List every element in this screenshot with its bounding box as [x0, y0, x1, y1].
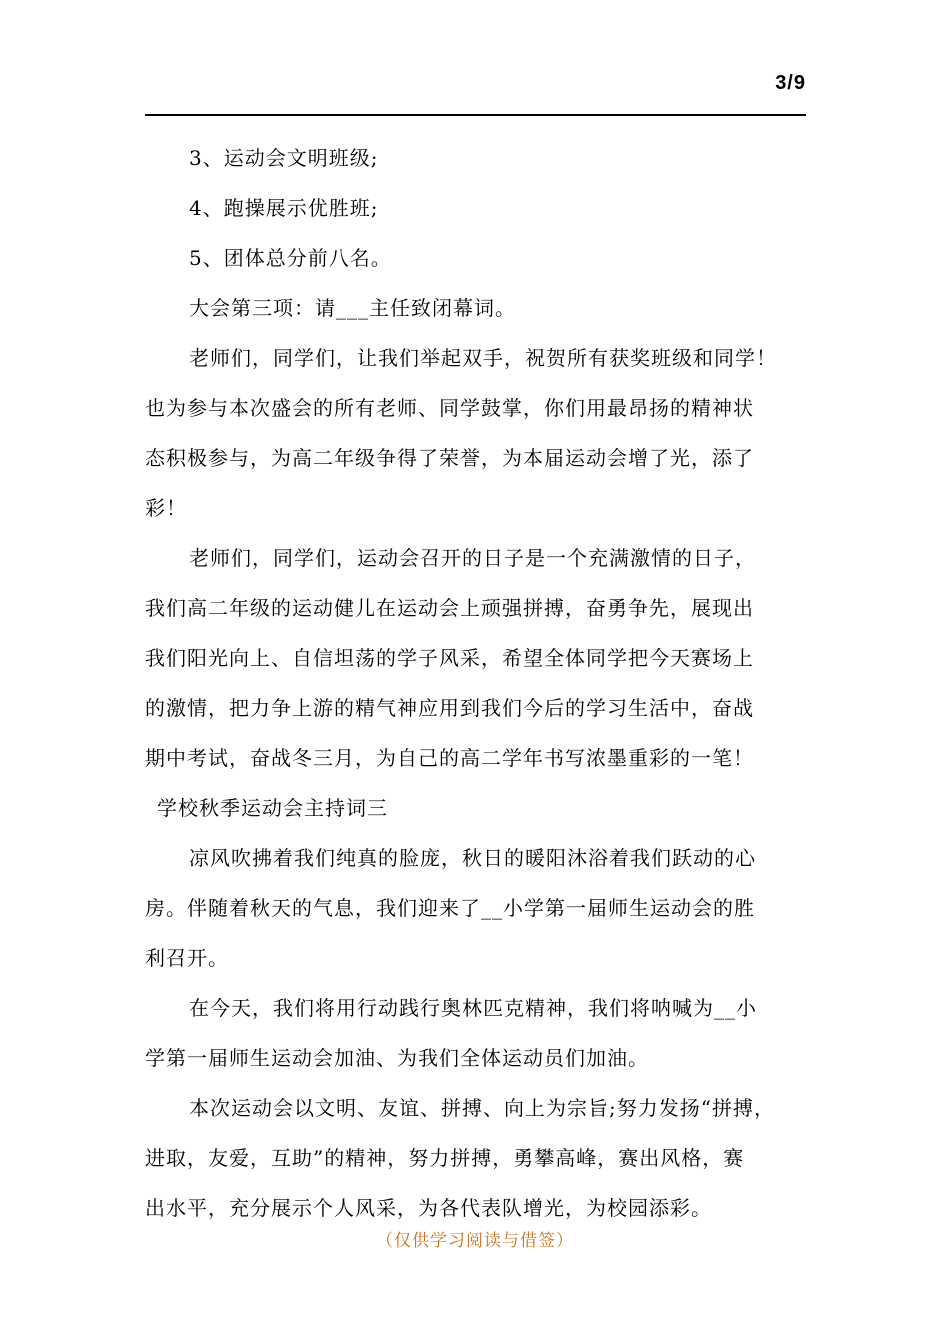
- text-line: 进取，友爱，互助”的精神，努力拼搏，勇攀高峰，赛出风格，赛: [145, 1146, 745, 1170]
- footer-note: （仅供学习阅读与借签）: [376, 1231, 574, 1251]
- text-line: 4、跑操展示优胜班;: [189, 196, 379, 220]
- text-line: 老师们，同学们，让我们举起双手，祝贺所有获奖班级和同学！: [189, 346, 777, 370]
- text-line: 房。伴随着秋天的气息，我们迎来了__小学第一届师生运动会的胜: [145, 896, 755, 920]
- text-line: 3、运动会文明班级;: [189, 146, 379, 170]
- text-line: 凉风吹拂着我们纯真的脸庞，秋日的暖阳沐浴着我们跃动的心: [189, 846, 756, 870]
- text-line: 态积极参与，为高二年级争得了荣誉，为本届运动会增了光，添了: [145, 446, 754, 470]
- text-line: 出水平，充分展示个人风采，为各代表队增光，为校园添彩。: [145, 1196, 712, 1220]
- text-line: 本次运动会以文明、友谊、拼搏、向上为宗旨;努力发扬“拼搏，: [189, 1096, 775, 1120]
- text-line: 也为参与本次盛会的所有老师、同学鼓掌，你们用最昂扬的精神状: [145, 396, 754, 420]
- page-number: 3/9: [775, 72, 806, 94]
- text-line: 我们高二年级的运动健儿在运动会上顽强拼搏，奋勇争先，展现出: [145, 596, 754, 620]
- text-line: 彩！: [145, 496, 187, 520]
- section-heading: 学校秋季运动会主持词三: [157, 796, 388, 820]
- document-body: [145, 133, 810, 1233]
- text-line: 大会第三项：请___主任致闭幕词。: [189, 296, 516, 320]
- text-line: 5、团体总分前八名。: [189, 246, 392, 270]
- text-line: 在今天，我们将用行动践行奥林匹克精神，我们将呐喊为__小: [189, 996, 757, 1020]
- text-line: 我们阳光向上、自信坦荡的学子风采，希望全体同学把今天赛场上: [145, 646, 754, 670]
- text-line: 的激情，把力争上游的精气神应用到我们今后的学习生活中，奋战: [145, 696, 754, 720]
- header-divider: [145, 114, 806, 116]
- text-line: 学第一届师生运动会加油、为我们全体运动员们加油。: [145, 1046, 649, 1070]
- text-line: 利召开。: [145, 946, 229, 970]
- text-line: 期中考试，奋战冬三月，为自己的高二学年书写浓墨重彩的一笔！: [145, 746, 754, 770]
- text-line: 老师们，同学们，运动会召开的日子是一个充满激情的日子，: [189, 546, 756, 570]
